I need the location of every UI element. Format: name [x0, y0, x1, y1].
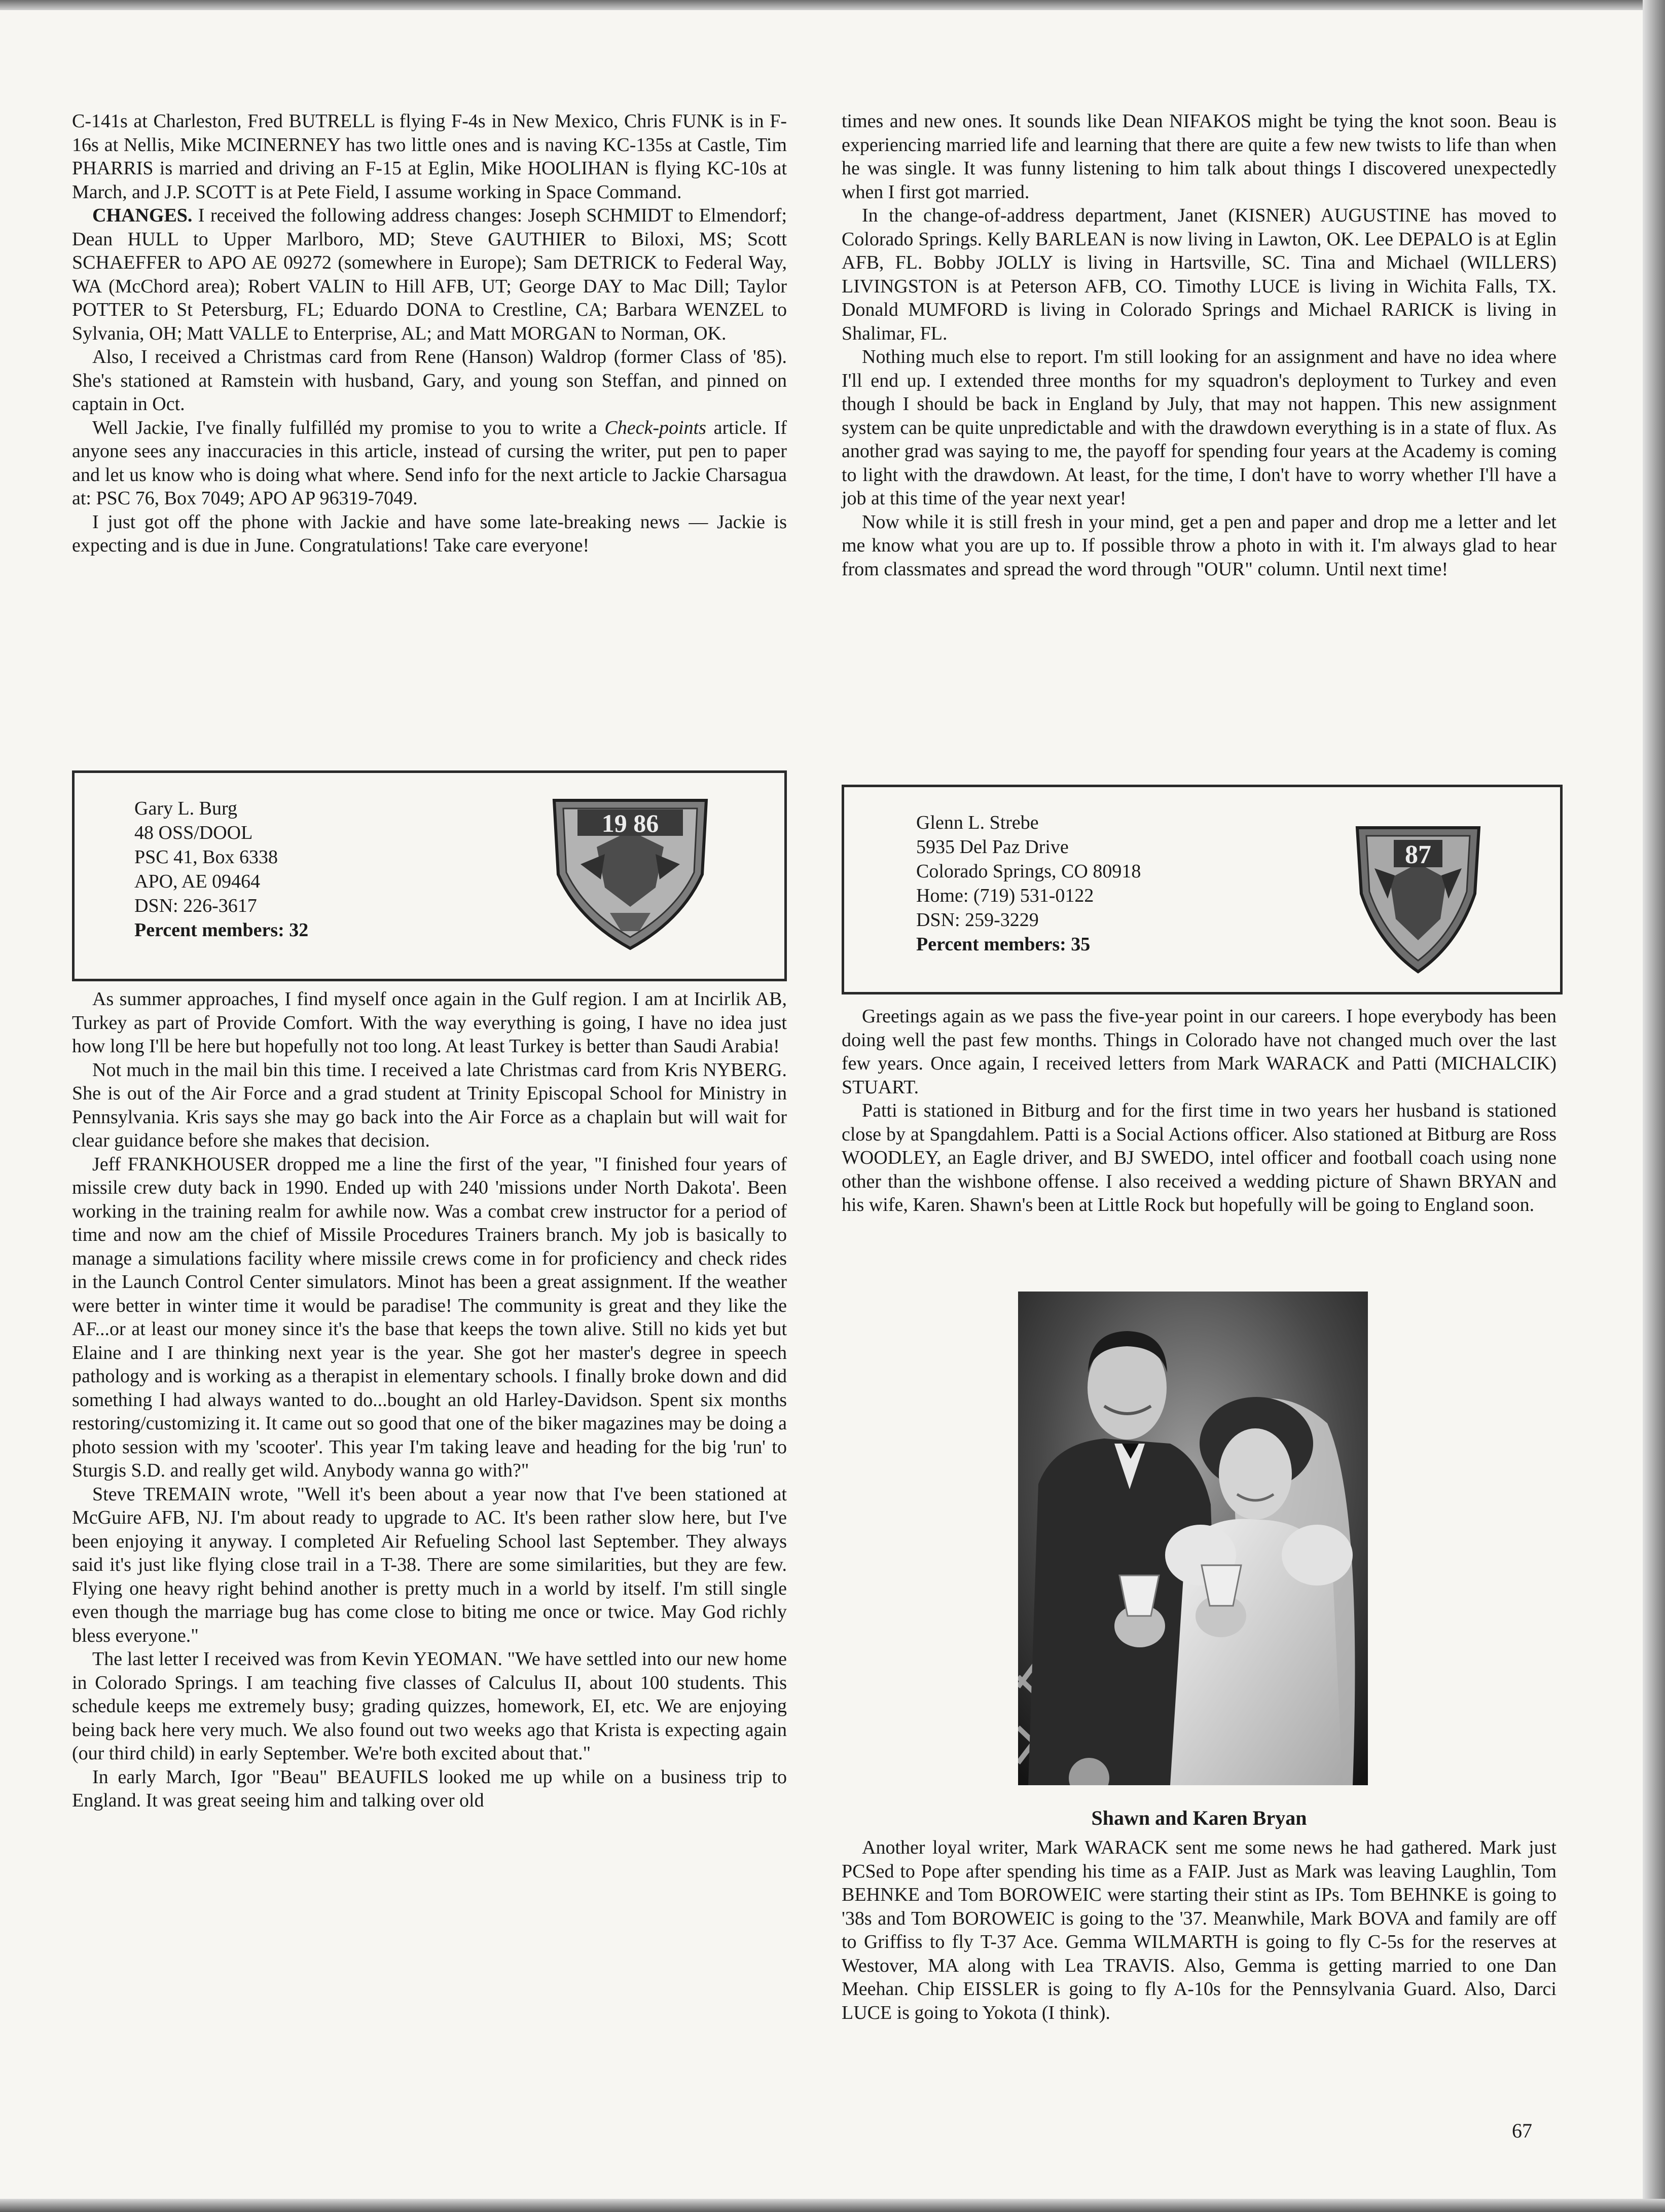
crest-year: 87 [1405, 840, 1431, 869]
changes-text: I received the following address changes: Joseph SCHMIDT to Elmendorf; Dean HULL to Upper Marlboro, MD; Steve GAUTHIER to Biloxi, MS; Scott SCHAEFFER to APO AE 09272 (somewhere in Europe); Sam DETRICK to Federal Way, WA (McChord area); Robert VALIN to Hill AFB, UT; George DAY to Mac Dill; Taylor POTTER to St Petersburg, FL; Eduardo DONA to Crestline, CA; Barbara WENZEL to Sylvania, OH; Matt VALLE to Enterprise, AL; and Matt MORGAN to Norman, OK. [72, 205, 787, 344]
unit-line: 48 OSS/DOOL [134, 822, 253, 843]
crest-year: 19 86 [601, 809, 659, 837]
paragraph: Not much in the mail bin this time. I received a late Christmas card from Kris NYBERG. She is out of the Air Force and a grad student at Trinity Episcopal School for Ministry in Pennsylvania. Kris says she may go back into the Air Force as a chaplain but will wait for clear guidance before she makes that decision. [72, 1059, 787, 1151]
dsn-line: DSN: 226-3617 [134, 895, 257, 916]
paragraph: C-141s at Charleston, Fred BUTRELL is flying F-4s in New Mexico, Chris FUNK is in F-16s at Nellis, Mike MCINERNEY has two little ones and is naving KC-135s at Castle, Tim PHARRIS is married and driving an F-15 at Eglin, Mike HOOLIHAN is flying KC-10s at March, and J.P. SCOTT is at Pete Field, I assume working in Space Command. [72, 110, 787, 203]
paragraph: Steve TREMAIN wrote, "Well it's been about a year now that I've been stationed at McGuire AFB, NJ. I'm about ready to upgrade to AC. It's been rather slow here, but I've been enjoying it anyway. I completed Air Refueling School last September. They always said it's just like flying close trail in a T-38. There are some similarities, but they are few. Flying one heavy right behind another is pretty much in a world by itself. I'm still single even though the marriage bug has come close to biting me once or twice. May God richly bless everyone." [72, 1483, 787, 1646]
paragraph: Also, I received a Christmas card from Rene (Hanson) Waldrop (former Class of '85). She's stationed at Ramstein with husband, Gary, and young son Steffan, and pinned on captain in Oct. [72, 346, 787, 415]
page-number: 67 [1512, 2119, 1532, 2142]
checkpoints-intro: Well Jackie, I've finally fulfilléd my promise to you to write a [92, 417, 597, 438]
class-1986-crest-icon [550, 798, 710, 950]
class-1987-crest-icon [1354, 823, 1482, 974]
right-column-bottom [842, 1836, 1557, 2024]
checkpoints-text: article. If anyone sees any inaccuracies in this article, instead of cursing the writer, put pen to paper and let us know who is doing what where. Send info for the next article to Jackie Charsagua at: PSC 76, Box 7049; APO AP 96319-7049. [72, 417, 787, 509]
percent-members: Percent members: 32 [134, 919, 309, 941]
paragraph: The last letter I received was from Kevin YEOMAN. "We have settled into our new home in Colorado Springs. I am teaching five classes of Calculus II, about 100 students. This schedule keeps me extremely busy; grading quizzes, homework, EI, etc. We are enjoying being back here very much. We also found out two weeks ago that Krista is expecting again (our third child) in early September. We're both excited about that." [72, 1648, 787, 1764]
phone-line: Home: (719) 531-0122 [916, 885, 1094, 906]
paragraph: Greetings again as we pass the five-year point in our careers. I hope everybody has been doing well the past few months. Things in Colorado have not changed much over the last few years. Once again, I received letters from Mark WARACK and Patti (MICHALCIK) STUART. [842, 1006, 1557, 1098]
wedding-photo [1018, 1292, 1368, 1785]
address-line: 5935 Del Paz Drive [916, 836, 1069, 858]
scribe-name: Gary L. Burg [134, 798, 237, 819]
class-1987-contact-box [842, 785, 1563, 994]
changes-paragraph [72, 204, 787, 345]
address-line: Colorado Springs, CO 80918 [916, 861, 1141, 882]
paragraph: Another loyal writer, Mark WARACK sent me some news he had gathered. Mark just PCSed to Pope after spending his time as a FAIP. Just as Mark was leaving Laughlin, Tom BEHNKE and Tom BOROWEIC were starting their stint as IPs. Tom BEHNKE is going to '38s and Tom BOROWEIC is going to the '37. Meanwhile, Mark BOVA and family are off to Griffiss to fly T-37 Ace. Gemma WILMARTH is going to fly C-5s for the reserves at Westover, MA along with Lea TRAVIS. Also, Gemma is getting married to one Dan Meehan. Chip EISSLER is going to fly A-10s for the Pennsylvania Guard. Also, Darci LUCE is going to Yokota (I think). [842, 1837, 1557, 2023]
class-1986-contact-box [72, 770, 787, 981]
right-column-top [842, 109, 1557, 581]
checkpoints-paragraph [72, 416, 787, 510]
class-1986-contact [134, 796, 308, 942]
address-line: PSC 41, Box 6338 [134, 846, 278, 868]
dsn-line: DSN: 259-3229 [916, 909, 1039, 931]
paragraph: As summer approaches, I find myself once again in the Gulf region. I am at Incirlik AB, Turkey as part of Provide Comfort. With the way everything is going, I have no idea just how long I'll be here but hopefully not too long. At least Turkey is better than Saudi Arabia! [72, 988, 787, 1057]
paragraph: times and new ones. It sounds like Dean NIFAKOS might be tying the knot soon. Beau is experiencing married life and learning that there are quite a few new twists to life than when he was single. It was funny listening to him talk about things I discovered unexpectedly when I first got married. [842, 110, 1557, 203]
right-column-middle [842, 1005, 1557, 1217]
paragraph: Now while it is still fresh in your mind, get a pen and paper and drop me a letter and let me know what you are up to. If possible throw a photo in with it. I'm always glad to hear from classmates and spread the word through "OUR" column. Until next time! [842, 511, 1557, 580]
photo-caption: Shawn and Karen Bryan [1091, 1807, 1307, 1829]
scribe-name: Glenn L. Strebe [916, 812, 1039, 833]
scan-edge-bottom [0, 2199, 1665, 2212]
paragraph: In the change-of-address department, Janet (KISNER) AUGUSTINE has moved to Colorado Springs. Kelly BARLEAN is now living in Lawton, OK. Lee DEPALO is at Eglin AFB, FL. Bobby JOLLY is living in Hartsville, SC. Tina and Michael (WILLERS) LIVINGSTON is at Peterson AFB, CO. Timothy LUCE is living in Wichita Falls, TX. Donald MUMFORD is living in Colorado Springs and Michael RARICK is living in Shalimar, FL. [842, 205, 1557, 344]
paragraph: Jeff FRANKHOUSER dropped me a line the first of the year, "I finished four years of missile crew duty back in 1990. Ended up with 240 'missions under North Dakota'. Been working in the training realm for awhile now. Was a combat crew instructor for a period of time and now am the chief of Missile Procedures Trainers branch. My job is basically to manage a simulations facility where missile crews come in for proficiency and check rides in the Launch Control Center simulators. Minot has been a great assignment. If the weather were better in winter time it would be paradise! The community is great and they like the AF...or at least our money since it's the base that keeps the town alive. Still no kids yet but Elaine and I are thinking next year is the year. She got her master's degree in speech pathology and is working as a therapist in elementary schools. I finally broke down and did something I had always wanted to do...bought an old Harley-Davidson. Spent six months restoring/customizing it. It came out so good that one of the biker magazines may be doing a photo session with my 'scooter'. This year I'm taking leave and heading for the big 'run' to Sturgis S.D. and really get wild. Anybody wanna go with?" [72, 1153, 787, 1481]
address-line: APO, AE 09464 [134, 871, 261, 892]
scan-edge-right [1643, 0, 1665, 2212]
paragraph: In early March, Igor "Beau" BEAUFILS looked me up while on a business trip to England. It was great seeing him and talking over old [72, 1766, 787, 1811]
percent-members: Percent members: 35 [916, 934, 1091, 955]
left-column-bottom [72, 987, 787, 1813]
left-column-top [72, 109, 787, 558]
paragraph: I just got off the phone with Jackie and have some late-breaking news — Jackie is expecting and is due in June. Congratulations! Take care everyone! [72, 511, 787, 556]
checkpoints-title: Check-points [604, 417, 706, 438]
paragraph: Nothing much else to report. I'm still looking for an assignment and have no idea where I'll end up. I extended three months for my squadron's deployment to Turkey and even though I should be back in England by July, that may not happen. This new assignment system can be quite unpredictable and with the drawdown everything is in a state of flux. As another grad was saying to me, the payoff for spending four years at the Academy is coming to light with the drawdown. At least, for the time, I don't have to worry whether I'll have a job at this time of the year next year! [842, 346, 1557, 509]
changes-heading: CHANGES. [92, 205, 193, 226]
paragraph: Patti is stationed in Bitburg and for the first time in two years her husband is stationed close by at Spangdahlem. Patti is a Social Actions officer. Also stationed at Bitburg are Ross WOODLEY, an Eagle driver, and BJ SWEDO, intel officer and football coach using none other than the wishbone offense. I also received a wedding picture of Shawn BRYAN and his wife, Karen. Shawn's been at Little Rock but hopefully will be going to England soon. [842, 1100, 1557, 1215]
scan-edge-top [0, 0, 1665, 10]
class-1987-contact [916, 810, 1141, 956]
